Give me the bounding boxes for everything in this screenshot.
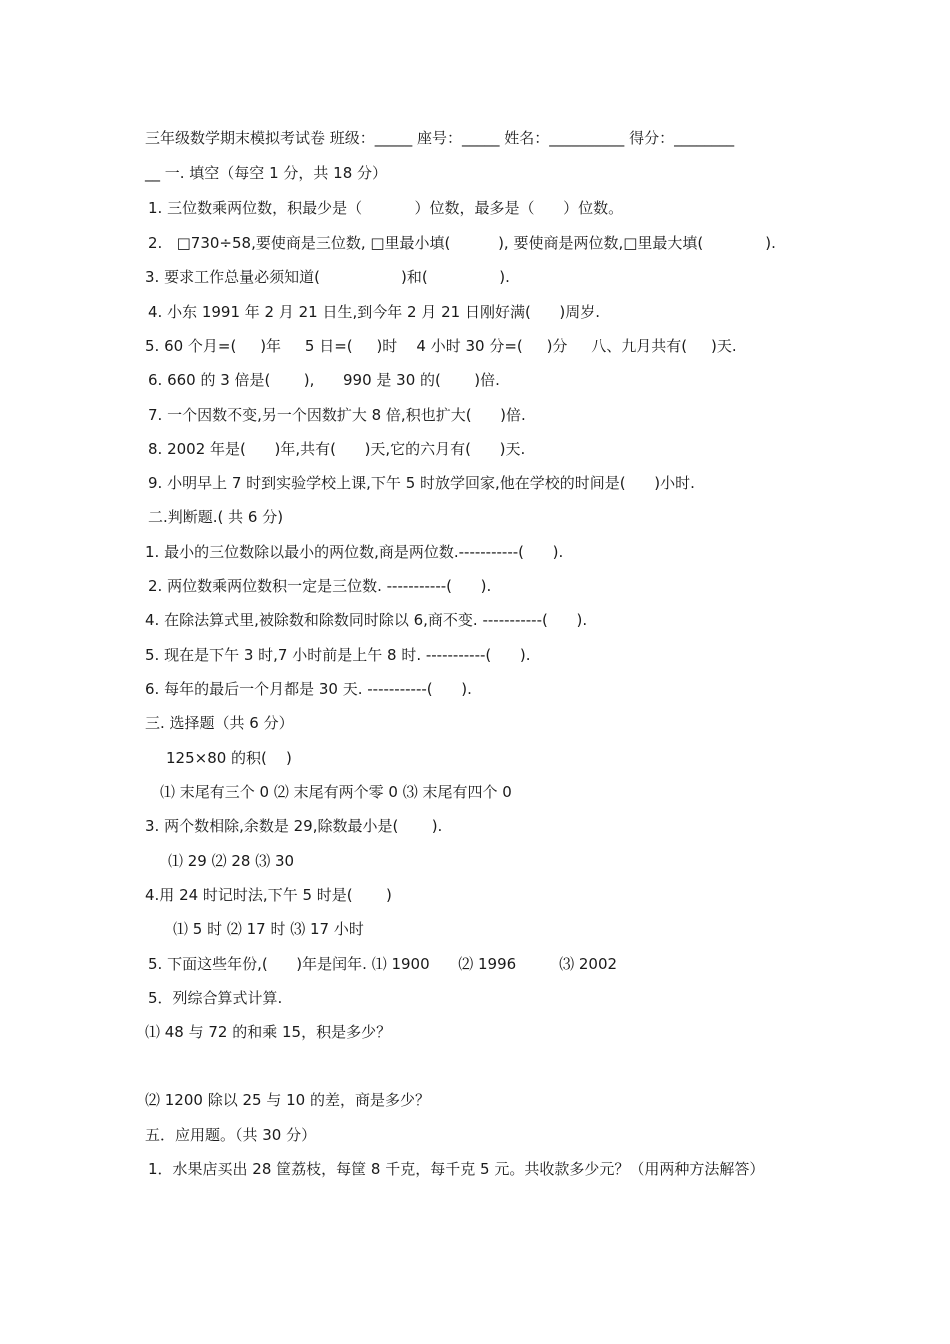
application-problem-1: 1．水果店买出 28 筐荔枝，每筐 8 千克，每千克 5 元。共收款多少元？（用两种方法解答）: [148, 1160, 765, 1178]
section-2-title: 二.判断题.( 共 6 分): [148, 508, 284, 526]
choice-question-4: 4.用 24 时记时法,下午 5 时是( ): [145, 886, 392, 904]
choice-question-4-options: ⑴ 5 时 ⑵ 17 时 ⑶ 17 小时: [173, 920, 364, 938]
fill-question-4: 4. 小东 1991 年 2 月 21 日生,到今年 2 月 21 日刚好满( )周岁.: [148, 303, 601, 321]
choice-question-3-options: ⑴ 29 ⑵ 28 ⑶ 30: [168, 852, 295, 870]
fill-question-2: 2. □730÷58,要使商是三位数, □里最小填( ), 要使商是两位数,□里最大填( ).: [148, 234, 776, 252]
fill-question-3: 3. 要求工作总量必须知道( )和( ).: [145, 268, 510, 286]
section-1-title: __ 一. 填空（每空 1 分，共 18 分）: [145, 164, 388, 182]
section-3-title: 三. 选择题（共 6 分）: [145, 714, 294, 732]
judge-question-4: 4. 在除法算式里,被除数和除数同时除以 6,商不变. -----------( ).: [145, 611, 588, 629]
fill-question-5: 5. 60 个月=( )年 5 日=( )时 4 小时 30 分=( )分 八、九月共有( )天.: [145, 337, 737, 355]
calc-problem-2: ⑵ 1200 除以 25 与 10 的差，商是多少？: [145, 1091, 430, 1109]
choice-question-a: 125×80 的积( ): [166, 749, 292, 767]
section-4-title: 5．列综合算式计算.: [148, 989, 283, 1007]
choice-question-a-options: ⑴ 末尾有三个 0 ⑵ 末尾有两个零 0 ⑶ 末尾有四个 0: [160, 783, 512, 801]
fill-question-7: 7. 一个因数不变,另一个因数扩大 8 倍,积也扩大( )倍.: [148, 406, 526, 424]
calc-problem-1: ⑴ 48 与 72 的和乘 15，积是多少？: [145, 1023, 392, 1041]
section-5-title: 五．应用题。（共 30 分）: [145, 1126, 317, 1144]
judge-question-1: 1. 最小的三位数除以最小的两位数,商是两位数.-----------( ).: [145, 543, 564, 561]
judge-question-6: 6. 每年的最后一个月都是 30 天. -----------( ).: [145, 680, 472, 698]
judge-question-5: 5. 现在是下午 3 时,7 小时前是上午 8 时. -----------( ).: [145, 646, 531, 664]
fill-question-8: 8. 2002 年是( )年,共有( )天,它的六月有( )天.: [148, 440, 526, 458]
exam-header-line: 三年级数学期末模拟考试卷 班级：_____ 座号：_____ 姓名：__________ 得分：________: [145, 129, 735, 147]
choice-question-5: 5. 下面这些年份,( )年是闰年. ⑴ 1900 ⑵ 1996 ⑶ 2002: [148, 955, 618, 973]
fill-question-6: 6. 660 的 3 倍是( ), 990 是 30 的( )倍.: [148, 371, 500, 389]
choice-question-3: 3. 两个数相除,余数是 29,除数最小是( ).: [145, 817, 443, 835]
fill-question-1: 1. 三位数乘两位数，积最少是（ ）位数，最多是（ ）位数。: [148, 199, 624, 217]
fill-question-9: 9. 小明早上 7 时到实验学校上课,下午 5 时放学回家,他在学校的时间是( )小时.: [148, 474, 695, 492]
judge-question-2: 2. 两位数乘两位数积一定是三位数. -----------( ).: [148, 577, 492, 595]
